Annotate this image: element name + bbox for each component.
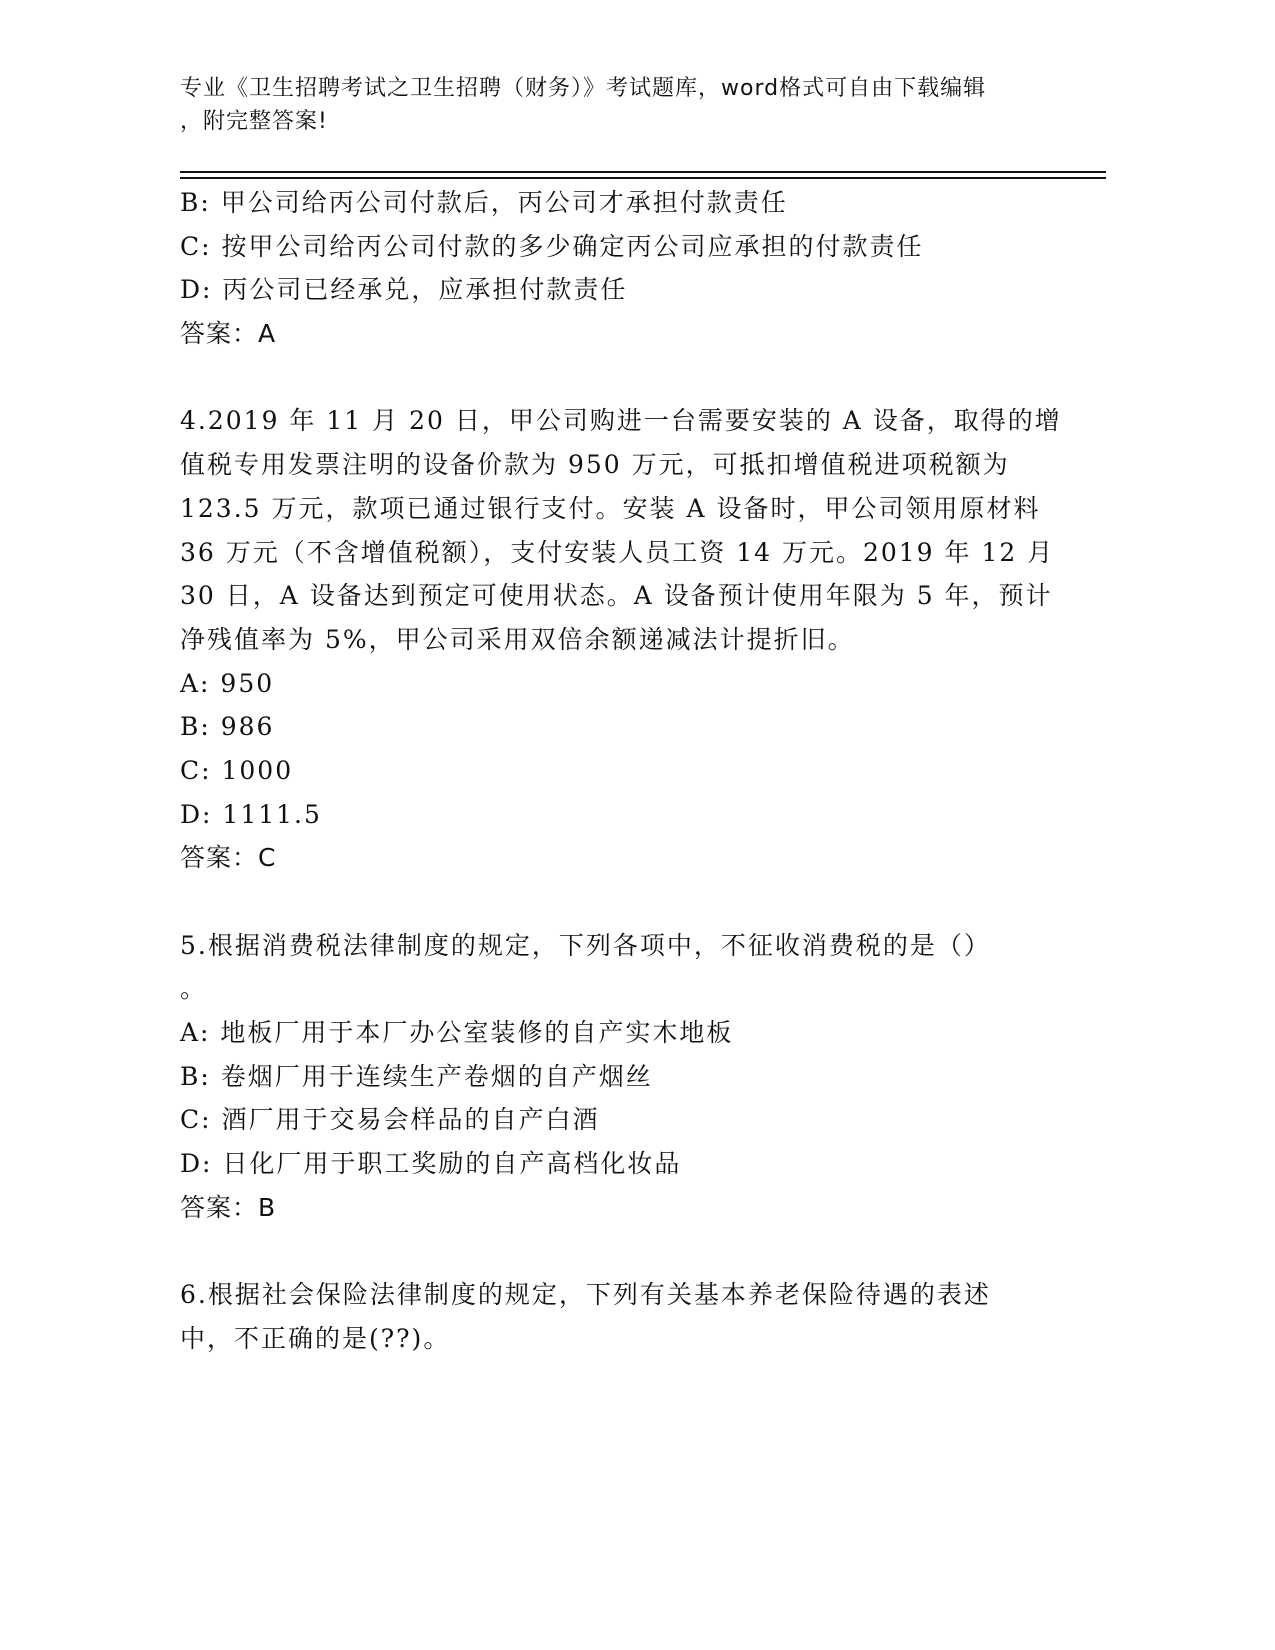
question-5 (180, 924, 1050, 1230)
q4-stem-line-4: 36 万元（不含增值税额），支付安装人员工资 14 万元。2019 年 12 月 (180, 537, 1055, 567)
q3-option-b: B: 甲公司给丙公司付款后，丙公司才承担付款责任 (180, 188, 788, 217)
q4-stem-line-5: 30 日，A 设备达到预定可使用状态。A 设备预计使用年限为 5 年，预计 (180, 581, 1053, 611)
q6-stem-line-2: 中，不正确的是(??)。 (180, 1323, 451, 1353)
question-3-options (180, 181, 1050, 356)
question-content (180, 181, 1062, 1361)
q5-stem-line-2: 。 (180, 974, 208, 1004)
q5-option-b: B: 卷烟厂用于连续生产卷烟的自产烟丝 (180, 1061, 653, 1091)
q5-option-a: A: 地板厂用于本厂办公室装修的自产实木地板 (180, 1018, 734, 1048)
spacer (180, 356, 1050, 400)
q4-stem-line-2: 值税专用发票注明的设备价款为 950 万元，可抵扣增值税进项税额为 (180, 450, 1010, 480)
document-header (180, 72, 1060, 138)
header-line-2: ，附完整答案! (180, 109, 328, 134)
q4-stem-line-6: 净残值率为 5%，甲公司采用双倍余额递减法计提折旧。 (180, 624, 855, 654)
q4-stem-line-1: 4.2019 年 11 月 20 日，甲公司购进一台需要安装的 A 设备，取得的增 (180, 406, 1062, 436)
header-line-1: 专业《卫生招聘考试之卫生招聘（财务）》考试题库，word格式可自由下载编辑 (180, 76, 987, 101)
q3-answer: 答案：A (180, 319, 277, 349)
q6-stem-line-1: 6.根据社会保险法律制度的规定，下列有关基本养老保险待遇的表述 (180, 1280, 991, 1310)
q4-option-d: D: 1111.5 (180, 799, 322, 829)
header-rule-thick (180, 171, 1106, 173)
q3-option-c: C: 按甲公司给丙公司付款的多少确定丙公司应承担的付款责任 (180, 231, 924, 261)
spacer (180, 1230, 1050, 1274)
q4-answer: 答案：C (180, 843, 277, 873)
q5-option-d: D: 日化厂用于职工奖励的自产高档化妆品 (180, 1149, 682, 1179)
q4-option-a: A: 950 (180, 668, 275, 698)
q5-option-c: C: 酒厂用于交易会样品的自产白酒 (180, 1105, 600, 1135)
q5-stem-line-1: 5.根据消费税法律制度的规定，下列各项中，不征收消费税的是（） (180, 930, 991, 960)
q3-option-d: D: 丙公司已经承兑，应承担付款责任 (180, 275, 628, 305)
question-4 (180, 399, 1062, 880)
header-rule-thin (180, 177, 1106, 179)
q5-answer: 答案：B (180, 1192, 277, 1222)
q4-stem-line-3: 123.5 万元，款项已通过银行支付。安装 A 设备时，甲公司领用原材料 (180, 493, 1041, 523)
question-6 (180, 1273, 1050, 1360)
q4-option-b: B: 986 (180, 712, 275, 742)
q4-option-c: C: 1000 (180, 755, 294, 785)
spacer (180, 880, 1050, 924)
